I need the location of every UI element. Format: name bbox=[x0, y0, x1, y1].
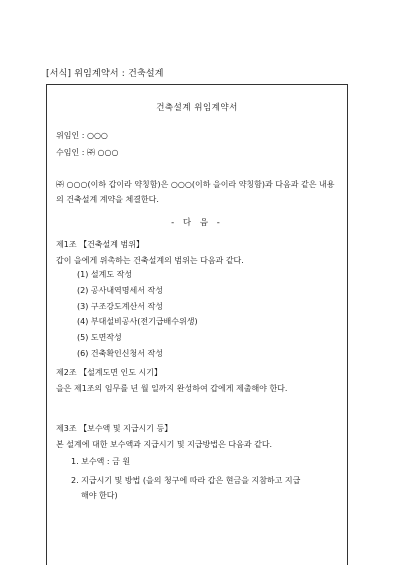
article3-heading: 제3조 【보수액 및 지급시기 등】 bbox=[56, 424, 173, 433]
intro-paragraph: ㈜ ○○○(이하 갑이라 약칭함)은 ○○○(이하 을이라 약칭함)과 다음과 같은 내용의 건축설계 계약을 체결한다. bbox=[56, 180, 335, 204]
document-title: 건축설계 위임계약서 bbox=[156, 103, 238, 113]
article1-text: 갑이 을에게 위촉하는 건축설계의 범위는 다음과 같다. bbox=[56, 256, 244, 265]
list-item: (6) 건축확인신청서 작성 bbox=[77, 348, 163, 358]
article1-heading: 제1조 【건축설계 범위】 bbox=[56, 240, 144, 249]
dagum-heading: - 다 음 - bbox=[171, 218, 223, 228]
list-item: (4) 부대설비공사(전기급배수위생) bbox=[77, 317, 198, 327]
article3-text: 본 설계에 대한 보수액과 지급시기 및 지급방법은 다음과 같다. bbox=[56, 440, 273, 449]
payment-method-line1: 2. 지급시기 및 방법 (을의 청구에 따라 갑은 현금을 지참하고 지급 bbox=[71, 476, 301, 485]
article2-text: 을은 제1조의 임무를 년 월 일까지 완성하여 갑에게 제출해야 한다. bbox=[56, 384, 288, 393]
form-label: [서식] 위임계약서 : 건축설계 bbox=[46, 69, 164, 79]
list-item: (5) 도면작성 bbox=[77, 333, 122, 343]
list-item: (1) 설계도 작성 bbox=[77, 270, 133, 279]
delegatee-line: 수임인 : ㈜ ○○○ bbox=[56, 148, 119, 157]
article2-heading: 제2조 【설계도면 인도 시기】 bbox=[56, 368, 162, 377]
article1-list bbox=[77, 269, 198, 364]
list-item: (2) 공사내역명세서 작성 bbox=[77, 285, 163, 295]
contract-document bbox=[46, 84, 348, 565]
payment-method-line2: 해야 한다) bbox=[81, 491, 118, 500]
payment-items bbox=[71, 454, 339, 503]
delegator-line: 위임인 : ○○○ bbox=[56, 131, 108, 140]
list-item: (3) 구조강도계산서 작성 bbox=[77, 301, 163, 311]
payment-amount: 1. 보수액 : 금 원 bbox=[71, 457, 131, 466]
